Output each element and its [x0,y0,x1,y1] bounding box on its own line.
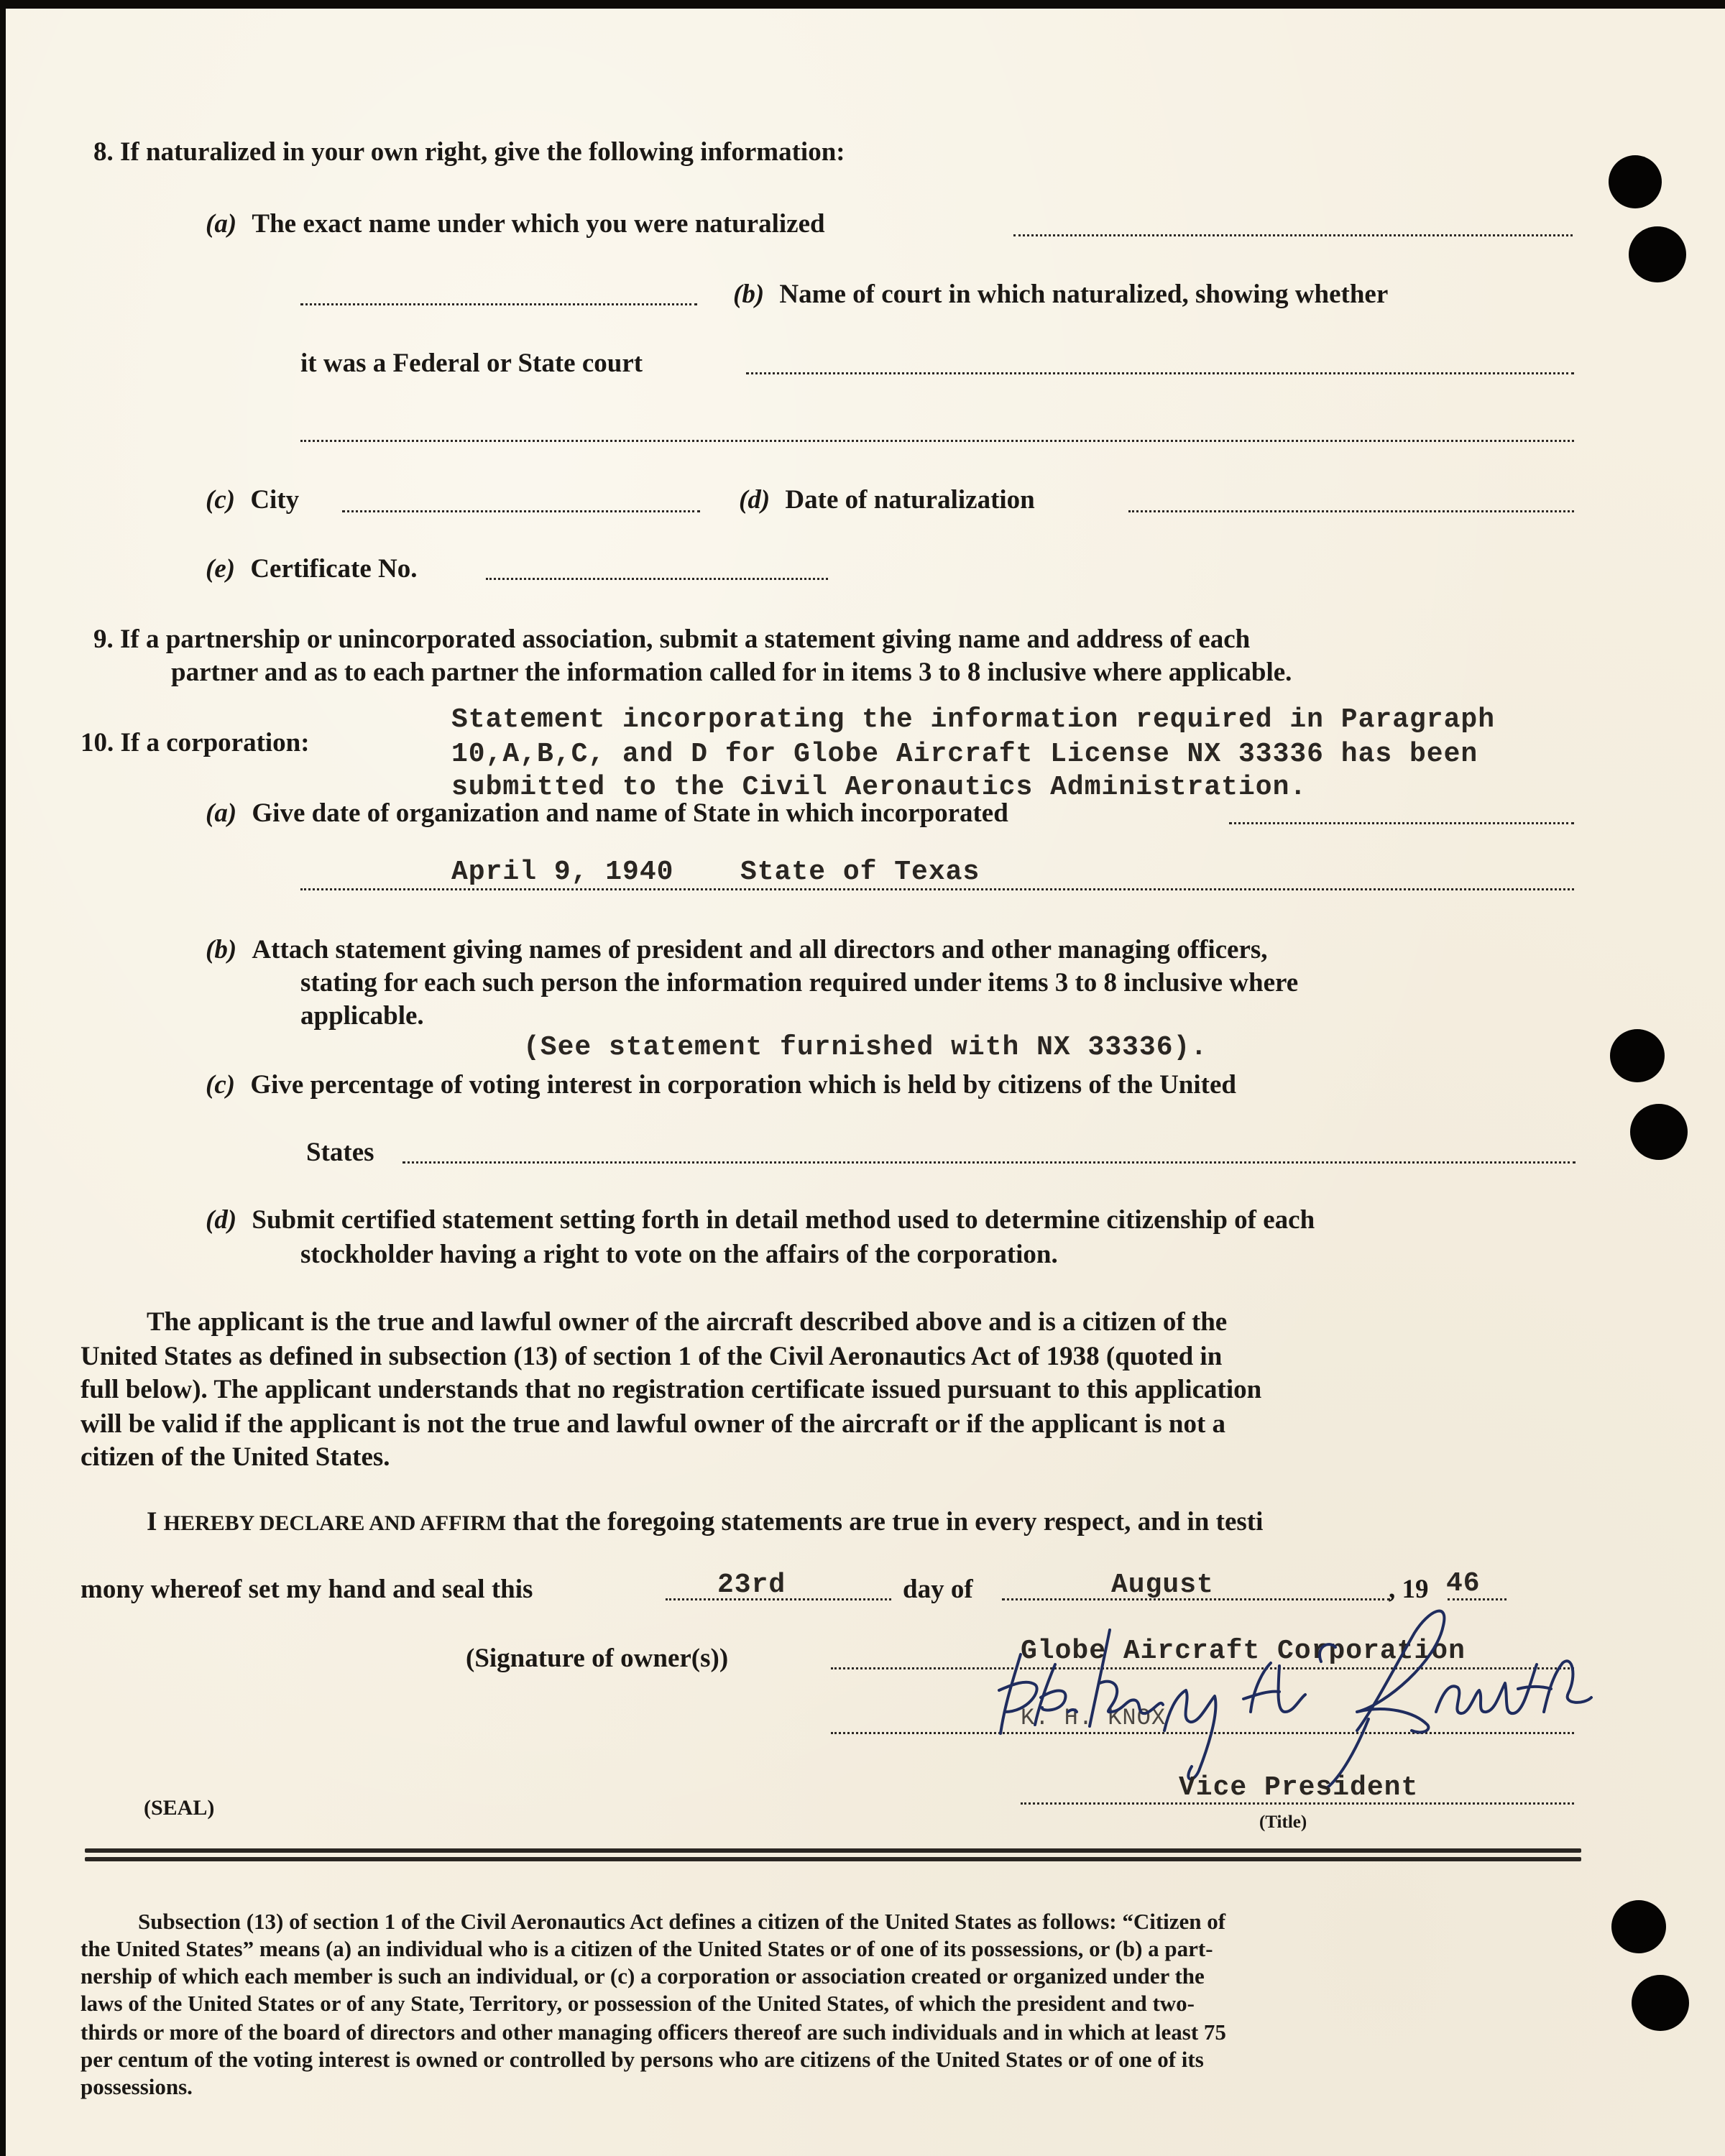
declaration-lead: I [147,1507,157,1537]
handwritten-signature [983,1604,1630,1791]
item10c-line1 [206,1069,1236,1101]
item8c-label [206,484,299,516]
ownership-line: will be valid if the applicant is not the true and lawful owner of the aircraft or if the applicant is not a [80,1409,1226,1439]
typed-note-line: submitted to the Civil Aeronautics Administration. [451,772,1307,803]
declaration-text: that the foregoing statements are true in every respect, and in testi [512,1507,1264,1537]
punch-hole [1630,1104,1688,1160]
declaration-line2: mony whereof set my hand and seal this [80,1575,533,1604]
item10b-line1 [206,934,1268,966]
divider-rule-top [85,1848,1581,1853]
document-page [6,9,1725,2156]
subitem-letter: (e) [206,554,236,584]
incorporation-date-value[interactable]: April 9, 1940 [451,857,674,888]
incorporation-field-a[interactable] [1229,822,1574,824]
item10d-line1 [206,1204,1315,1236]
item10-heading [80,727,310,759]
item9-line2: partner and as to each partner the information called for in items 3 to 8 inclusive where applicable. [171,658,1292,687]
footnote-line: the United States” means (a) an individual who is a citizen of the United States or of one of its possessions, or (b) a part- [80,1936,1213,1961]
subitem-text: Submit certified statement setting forth in detail method used to determine citizenship of each [252,1205,1315,1235]
item-heading: If naturalized in your own right, give the following information: [120,137,845,167]
signature-label: (Signature of owner(s)) [466,1644,729,1673]
title-line[interactable] [1021,1802,1574,1805]
year-value[interactable]: 46 [1446,1568,1481,1599]
footnote-line: Subsection (13) of section 1 of the Civil Aeronautics Act defines a citizen of the United States as follows: “Citizen of [138,1909,1226,1934]
ownership-line: citizen of the United States. [80,1442,390,1472]
subitem-text: Certificate No. [250,554,418,584]
subitem-text: Give date of organization and name of State in which incorporated [252,798,1008,828]
item8-heading [93,137,845,168]
punch-hole [1610,1029,1665,1082]
title-value[interactable]: Vice President [1179,1772,1419,1803]
subitem-text: The exact name under which you were naturalized [252,209,825,239]
divider-rule-bottom [85,1857,1581,1861]
incorporation-field-b[interactable] [300,888,1574,890]
incorporation-state-value[interactable]: State of Texas [740,857,980,888]
item8b-label [733,279,1388,310]
typed-note-line: 10,A,B,C, and D for Globe Aircraft License NX 33336 has been [451,739,1478,770]
subitem-text: Name of court in which naturalized, showing whether [779,280,1389,309]
subitem-text: Give percentage of voting interest in corporation which is held by citizens of the United [250,1070,1236,1100]
footnote-line: laws of the United States or of any State, Territory, or possession of the United States, of which the president and two- [80,1991,1195,2016]
declaration-line1 [147,1506,1263,1539]
item8e-label [206,553,417,585]
typed-note-line: Statement incorporating the information required in Paragraph [451,704,1496,735]
naturalized-name-field-cont[interactable] [300,303,697,305]
city-field[interactable] [342,510,700,512]
declaration-smallcaps: HEREBY DECLARE AND AFFIRM [163,1511,507,1535]
footnote-line: possessions. [80,2074,193,2099]
item9-line1 [93,624,1250,655]
item-number: 9. [93,625,114,654]
item-text: If a partnership or unincorporated association, submit a statement giving name and address of each [120,625,1251,654]
signer-name-typed: K. H. KNOX [1021,1705,1167,1731]
owner-name-typed: Globe Aircraft Corporation [1021,1636,1466,1667]
day-value[interactable]: 23rd [717,1570,786,1600]
naturalized-name-field[interactable] [1013,234,1573,236]
footnote-line: per centum of the voting interest is owned or controlled by persons who are citizens of the United States or of one of its [80,2047,1204,2072]
court-name-field-cont[interactable] [300,440,1574,442]
item10c-line2: States [306,1138,374,1167]
ownership-line: United States as defined in subsection (13) of section 1 of the Civil Aeronautics Act of 1938 (quoted in [80,1342,1223,1371]
subitem-text: Attach statement giving names of president and all directors and other managing officers, [252,935,1268,964]
month-value[interactable]: August [1111,1570,1214,1600]
item8b-label-cont: it was a Federal or State court [300,349,643,378]
footnote-line: thirds or more of the board of directors and other managing officers thereof are such individuals and in which at least 75 [80,2019,1226,2045]
subitem-letter: (d) [739,485,770,515]
naturalization-date-field[interactable] [1128,510,1574,512]
subitem-letter: (b) [206,935,237,964]
subitem-text: City [250,485,300,515]
footnote-line: nership of which each member is such an individual, or (c) a corporation or association created or organized under the [80,1963,1205,1989]
item-number: 10. [80,728,114,757]
punch-hole [1629,226,1686,282]
item10d-line2: stockholder having a right to vote on the affairs of the corporation. [300,1240,1058,1269]
item10a-label [206,798,1008,829]
see-statement-note: (See statement furnished with NX 33336). [523,1032,1208,1063]
title-caption: (Title) [1259,1812,1307,1832]
item-heading: If a corporation: [120,728,310,757]
subitem-letter: (c) [206,485,236,515]
certificate-number-field[interactable] [486,578,828,580]
item-number: 8. [93,137,114,167]
voting-interest-field[interactable] [402,1161,1576,1164]
seal-label: (SEAL) [144,1796,215,1820]
punch-hole [1611,1900,1666,1953]
year-prefix: , 19 [1389,1575,1429,1604]
court-name-field[interactable] [746,372,1574,374]
subitem-letter: (d) [206,1205,237,1235]
ownership-line: The applicant is the true and lawful owner of the aircraft described above and is a citizen of the [147,1307,1228,1337]
item10b-line2: stating for each such person the information required under items 3 to 8 inclusive where [300,968,1299,998]
subitem-letter: (b) [733,280,765,309]
day-of-label: day of [903,1575,973,1604]
item10b-line3: applicable. [300,1001,424,1031]
item8a-label [206,208,825,240]
subitem-letter: (a) [206,798,237,828]
punch-hole [1609,155,1662,208]
subitem-text: Date of naturalization [785,485,1035,515]
punch-hole [1632,1975,1689,2031]
subitem-letter: (a) [206,209,237,239]
item8d-label [739,484,1035,516]
subitem-letter: (c) [206,1070,236,1100]
ownership-line: full below). The applicant understands that no registration certificate issued pursuant to this application [80,1375,1262,1404]
